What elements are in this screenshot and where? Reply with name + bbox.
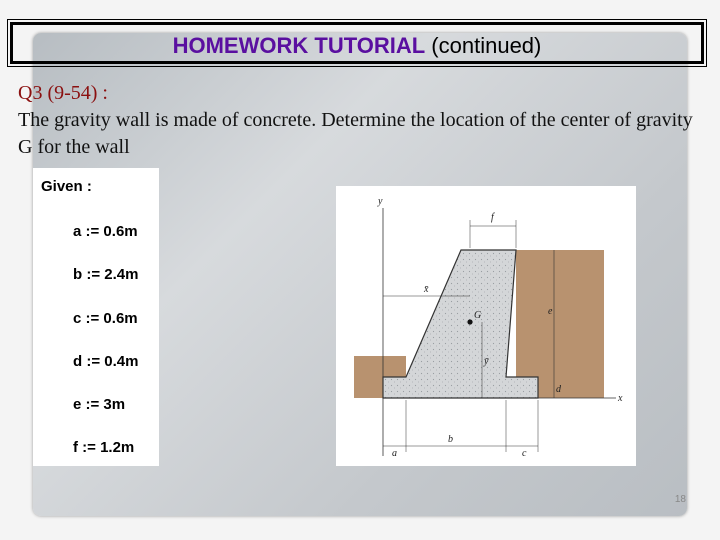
given-item-f: f := 1.2m [73,439,135,456]
b-label: b [448,434,453,445]
page-number: 18 [674,494,686,505]
centroid-label: G [474,310,482,321]
title-frame [10,22,704,64]
question-number: Q3 (9-54) : [18,82,108,104]
question-text [18,80,698,161]
x-axis-label: x [618,393,623,404]
f-label: f [491,212,494,223]
a-label: a [392,448,397,459]
title-prefix: HOMEWORK TUTORIAL [172,33,426,58]
wall-diagram [336,186,636,466]
centroid-point [467,319,472,324]
d-label: d [556,384,561,395]
title-suffix: (continued) [425,33,542,58]
question-body: The gravity wall is made of concrete. Determine the location of the center of gravity G for the wall [18,109,693,158]
concrete-wall [383,250,538,398]
soil-right [516,250,604,398]
given-item-d: d := 0.4m [73,353,139,370]
given-item-b: b := 2.4m [73,266,139,283]
e-label: e [548,306,553,317]
xbar-label: x̄ [424,284,429,295]
ybar-label: ȳ [484,356,489,367]
given-item-e: e := 3m [73,396,126,413]
gravity-wall-figure [336,186,636,466]
given-item-a: a := 0.6m [73,223,138,240]
given-heading: Given : [41,178,92,195]
slide-title [13,33,701,59]
c-label: c [522,448,527,459]
given-item-c: c := 0.6m [73,310,138,327]
given-panel [33,168,159,466]
y-axis-label: y [378,196,383,207]
